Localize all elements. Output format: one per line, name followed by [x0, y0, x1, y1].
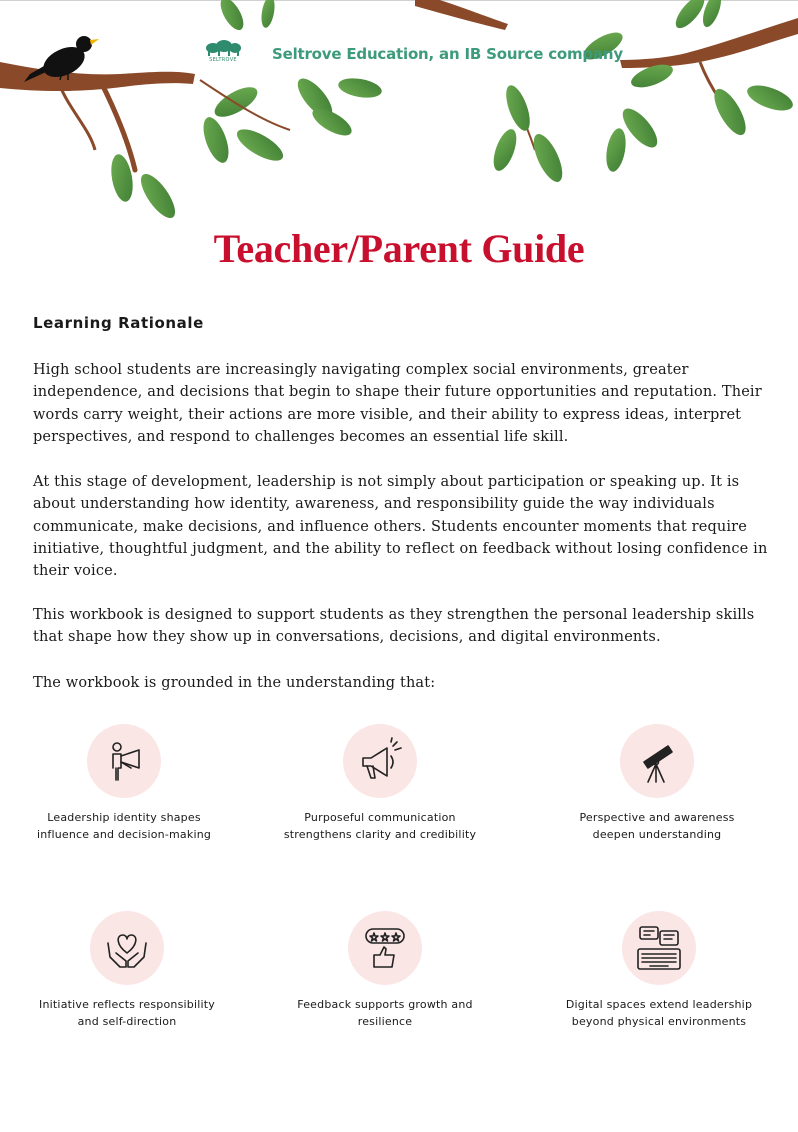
seltrove-logo [204, 36, 242, 72]
megaphone-icon [355, 736, 405, 786]
telescope-icon [632, 736, 682, 786]
feature-label: Initiative reflects responsibility and self-direction [39, 998, 215, 1028]
feature-item [285, 911, 485, 1030]
feature-item [280, 724, 480, 843]
paragraph: This workbook is designed to support students as they strengthen the personal leadership skills that shape how they show up in conversations, decisions, and digital environments. [33, 607, 755, 646]
icon-circle [622, 911, 696, 985]
heart-hands-icon [102, 923, 152, 973]
feature-label: Purposeful communication strengthens clarity and credibility [283, 811, 477, 841]
feature-label: Leadership identity shapes influence and decision-making [36, 811, 212, 841]
leaf [216, 0, 248, 34]
header-illustration [0, 0, 798, 230]
brand [204, 36, 623, 72]
feature-item [557, 724, 757, 843]
logo-text: SELTROVE [209, 57, 237, 63]
feature-label: Perspective and awareness deepen understanding [579, 811, 735, 841]
feature-item [27, 911, 227, 1030]
feedback-rating-icon [360, 923, 410, 973]
icon-circle [87, 724, 161, 798]
paragraph: At this stage of development, leadership is not simply about participation or speaking up. It is about understanding how identity, awareness, and responsibility guide the way individuals communicate, make decisions, and influence others. Students encounter moments that require initiative, thoughtful judgment, and the ability to reflect on feedback without losing confidence in their voice. [33, 474, 768, 580]
feature-item [24, 724, 224, 843]
feature-label: Feedback supports growth and resilience [297, 998, 473, 1028]
leader-person-icon [99, 736, 149, 786]
feature-item [559, 911, 759, 1030]
icon-circle [348, 911, 422, 985]
icon-circle [90, 911, 164, 985]
brand-name: Seltrove Education, an IB Source company [272, 45, 623, 63]
feature-label: Digital spaces extend leadership beyond physical environments [565, 998, 753, 1028]
page-title: Teacher/Parent Guide [213, 226, 585, 271]
paragraph: The workbook is grounded in the understanding that: [33, 675, 436, 691]
icon-circle [620, 724, 694, 798]
paragraph: High school students are increasingly navigating complex social environments, greater independence, and decisions that begin to shape their future opportunities and reputation. Their words carry weight, their actions are more visible, and their ability to express ideas, interpret perspectives, and respond to challenges becomes an essential life skill. [33, 362, 762, 445]
section-heading: Learning Rationale [33, 314, 204, 332]
icon-circle [343, 724, 417, 798]
digital-chat-icon [634, 923, 684, 973]
